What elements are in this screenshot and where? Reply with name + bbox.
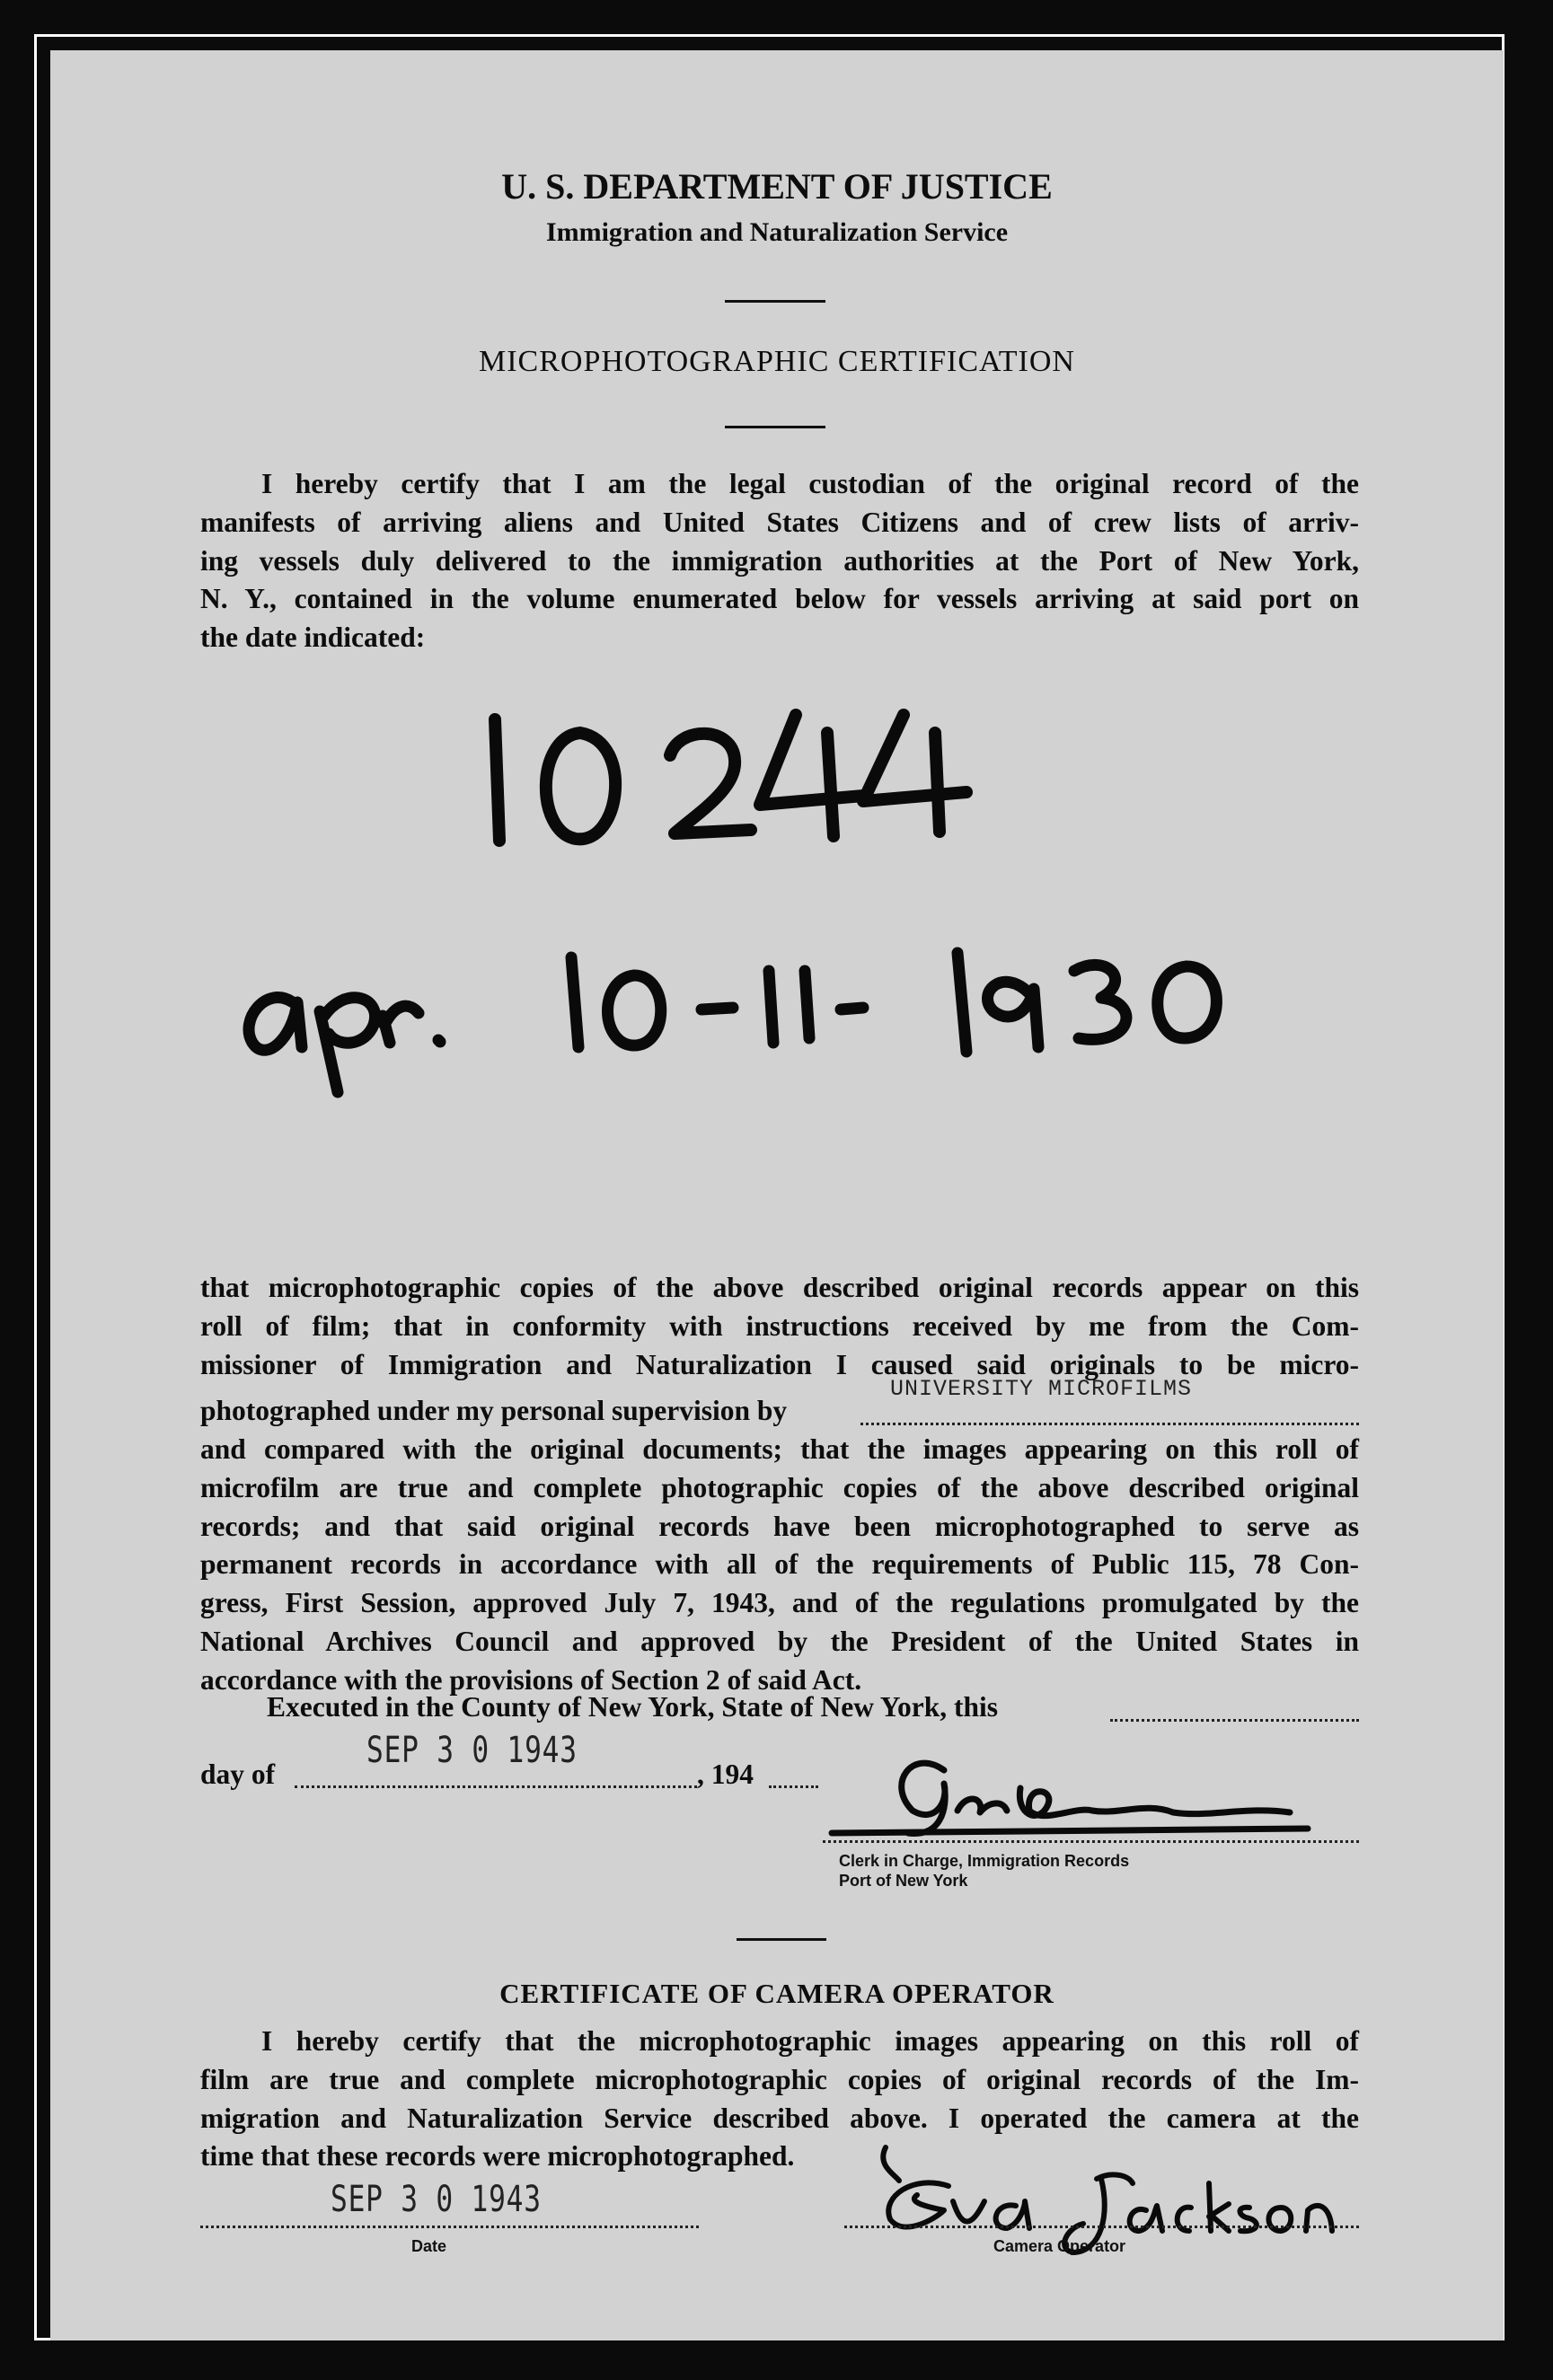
paragraph-line: ing vessels duly delivered to the immigration authorities at the Port of New York,: [200, 544, 1359, 577]
operator-signature-line: [844, 2226, 1359, 2228]
paragraph-line: I hereby certify that the microphotographic images appearing on this roll of: [261, 2025, 1359, 2057]
paragraph-line: the date indicated:: [200, 621, 426, 654]
year-label: , 194: [697, 1759, 754, 1790]
executed-line: Executed in the County of New York, State of New York, this: [267, 1691, 999, 1723]
paragraph-line: gress, First Session, approved July 7, 1943, and of the regulations promulgated by the: [200, 1587, 1359, 1619]
day-of-label: day of: [200, 1759, 276, 1790]
paragraph-line: manifests of arriving aliens and United States Citizens and of crew lists of arriv-: [200, 506, 1359, 538]
date-stamp: SEP 3 0 1943: [366, 1730, 578, 1771]
paragraph-line: time that these records were microphotographed.: [200, 2140, 795, 2173]
clerk-title: Clerk in Charge, Immigration Records: [839, 1852, 1130, 1870]
paragraph-line: missioner of Immigration and Naturalization I caused said originals to be micro-: [200, 1348, 1359, 1380]
operator-signature: [50, 50, 1504, 2340]
paragraph-line: roll of film; that in conformity with instructions received by me from the Com-: [200, 1309, 1359, 1342]
department-heading: U. S. DEPARTMENT OF JUSTICE: [501, 166, 1053, 207]
paragraph-line: permanent records in accordance with all of the requirements of Public 115, 78 Con-: [200, 1548, 1359, 1581]
paragraph-line: and compared with the original documents; that the images appearing on this roll of: [200, 1433, 1359, 1465]
paragraph-line: N. Y., contained in the volume enumerated below for vessels arriving at said port on: [200, 583, 1359, 615]
paragraph-line: film are true and complete microphotographic copies of original records of the Im-: [200, 2063, 1359, 2095]
paragraph-line: accordance with the provisions of Section 2 of said Act.: [200, 1663, 862, 1696]
paragraph-line: microfilm are true and complete photographic copies of the above described original: [200, 1471, 1359, 1503]
operator-date-stamp: SEP 3 0 1943: [331, 2179, 542, 2220]
camera-operator-title: CERTIFICATE OF CAMERA OPERATOR: [499, 1978, 1054, 2009]
paragraph-line: National Archives Council and approved by the President of the United States in: [200, 1626, 1359, 1658]
document-page: [50, 50, 1504, 2340]
paragraph-line: I hereby certify that I am the legal custodian of the original record of the: [261, 468, 1359, 499]
form-title: MICROPHOTOGRAPHIC CERTIFICATION: [478, 345, 1075, 378]
paragraph-line: migration and Naturalization Service described above. I operated the camera at the: [200, 2102, 1359, 2134]
service-subheading: Immigration and Naturalization Service: [545, 217, 1009, 247]
supervision-prefix: photographed under my personal supervision by: [200, 1395, 788, 1426]
supervisor-typed: UNIVERSITY MICROFILMS: [890, 1376, 1193, 1402]
camera-operator-label: Camera Operator: [993, 2237, 1126, 2255]
paragraph-line: records; and that said original records have been microphotographed to serve as: [200, 1510, 1359, 1542]
paragraph-line: that microphotographic copies of the above described original records appear on this: [200, 1272, 1359, 1303]
clerk-port: Port of New York: [839, 1872, 968, 1890]
date-label: Date: [411, 2237, 447, 2255]
